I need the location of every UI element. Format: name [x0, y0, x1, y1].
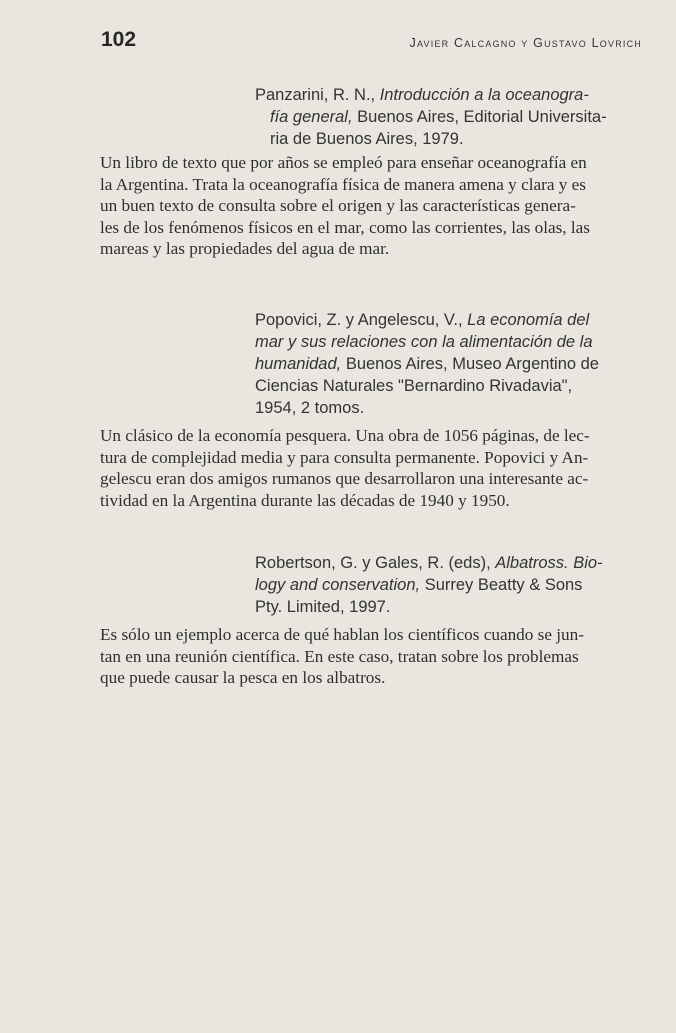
reference-citation-robertson	[255, 552, 647, 618]
page-number: 102	[101, 28, 137, 51]
reference-description-robertson	[100, 624, 650, 689]
citation-line: Popovici, Z. y Angelescu, V., La economía del	[255, 311, 590, 329]
citation-line: humanidad, Buenos Aires, Museo Argentino de	[255, 355, 599, 373]
reference-citation-panzarini	[255, 84, 647, 150]
description-line: tura de complejidad media y para consulta permanente. Popovici y An-	[100, 447, 589, 467]
description-line: gelescu eran dos amigos rumanos que desarrollaron una interesante ac-	[100, 469, 589, 488]
citation-line: Robertson, G. y Gales, R. (eds), Albatross. Bio-	[255, 554, 603, 572]
citation-line: Panzarini, R. N., Introducción a la oceanogra-	[255, 86, 589, 104]
running-head: Javier Calcagno y Gustavo Lovrich	[409, 36, 642, 50]
description-line: que puede causar la pesca en los albatros.	[100, 668, 386, 687]
description-line: tan en una reunión científica. En este caso, tratan sobre los problemas	[100, 646, 579, 666]
citation-line: Ciencias Naturales "Bernardino Rivadavia",	[255, 377, 573, 395]
citation-line: 1954, 2 tomos.	[255, 399, 365, 417]
reference-citation-popovici	[255, 309, 647, 419]
description-line: Es sólo un ejemplo acerca de qué hablan los científicos cuando se jun-	[100, 625, 584, 644]
citation-line: Pty. Limited, 1997.	[255, 598, 391, 616]
citation-line: fía general, Buenos Aires, Editorial Universita-	[270, 108, 607, 126]
description-line: les de los fenómenos físicos en el mar, como las corrientes, las olas, las	[100, 217, 590, 237]
reference-description-popovici	[100, 425, 650, 511]
citation-line: logy and conservation, Surrey Beatty & Sons	[255, 576, 583, 594]
citation-line: mar y sus relaciones con la alimentación de la	[255, 333, 593, 351]
description-line: la Argentina. Trata la oceanografía física de manera amena y clara y es	[100, 174, 586, 194]
description-line: mareas y las propiedades del agua de mar.	[100, 239, 390, 258]
description-line: tividad en la Argentina durante las décadas de 1940 y 1950.	[100, 490, 510, 510]
reference-description-panzarini	[100, 152, 650, 260]
description-line: un buen texto de consulta sobre el origen y las características genera-	[100, 196, 576, 215]
description-line: Un libro de texto que por años se empleó para enseñar oceanografía en	[100, 153, 587, 172]
citation-line: ria de Buenos Aires, 1979.	[270, 130, 464, 148]
description-line: Un clásico de la economía pesquera. Una obra de 1056 páginas, de lec-	[100, 426, 590, 445]
